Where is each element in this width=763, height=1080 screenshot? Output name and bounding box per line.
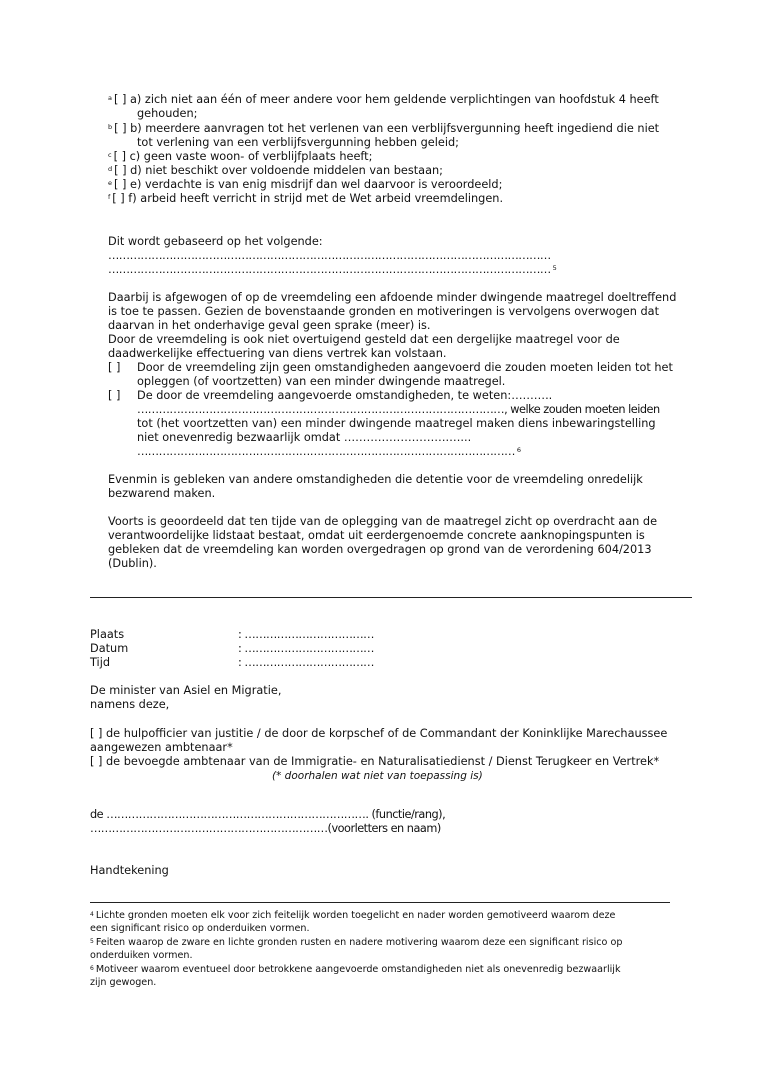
ground-b[interactable]: $^b$ [ ] b) meerdere aanvragen tot het verlenen van een verblijfsvergunning heeft ingediend die niet (108, 122, 660, 135)
signature-label: Handtekening (90, 864, 169, 877)
option-1-text: Door de vreemdeling zijn geen omstandigheden aangevoerd die zouden moeten leiden tot het (137, 361, 673, 374)
option-1-text-cont: opleggen (of voortzetten) van een minder dwingende maatregel. (137, 375, 506, 388)
footnote-5: $^5$ Feiten waarop de zware en lichte gronden rusten en nadere motivering waarom deze een significant risico op (90, 937, 623, 948)
ground-a[interactable]: $^a$ [ ] a) zich niet aan één of meer andere voor hem geldende verplichtingen van hoofdstuk 4 heeft (108, 93, 659, 106)
ground-d[interactable]: $^d$ [ ] d) niet beschikt over voldoende middelen van bestaan; (108, 164, 443, 177)
footnote-6-cont: zijn gewogen. (90, 977, 157, 988)
weighing-line-4: Door de vreemdeling is ook niet overtuigend gesteld dat een dergelijke maatregel voor de (108, 333, 620, 346)
ground-e[interactable]: $^e$ [ ] e) verdachte is van enig misdrijf dan wel daarvoor is veroordeeld; (108, 178, 503, 191)
voorts-line-3: gebleken dat de vreemdeling kan worden overgedragen op grond van de verordening 604/2013 (108, 543, 652, 556)
based-dots-1[interactable]: …………………………………………………………………………………………………………… (108, 249, 551, 262)
weighing-line-2: is toe te passen. Gezien de bovenstaande gronden en motiveringen is vervolgens overwogen dat (108, 305, 659, 318)
name-initials-field[interactable]: …………………………………………………………(voorletters en naam) (90, 822, 441, 835)
ground-f[interactable]: $^f$ [ ] f) arbeid heeft verricht in strijd met de Wet arbeid vreemdelingen. (108, 192, 504, 205)
option-2-text-5[interactable]: …………………………………………………………………………………………… $^6$ (137, 445, 521, 458)
officer-option-2[interactable]: [ ] de bevoegde ambtenaar van de Immigratie- en Naturalisatiedienst / Dienst Terugkeer en Vertrek* (90, 755, 660, 768)
field-value-tijd[interactable]: : ……………………………… (238, 656, 374, 669)
evenmin-line-2: bezwarend maken. (108, 487, 216, 500)
option-2-text-2[interactable]: …………………………………………………………………………………………, welke zouden moeten leiden (137, 403, 660, 416)
evenmin-line-1: Evenmin is gebleken van andere omstandigheden die detentie voor de vreemdeling onredelijk (108, 473, 643, 486)
footnote-ref-5: 5 (552, 264, 557, 272)
officer-option-1-cont: aangewezen ambtenaar* (90, 741, 233, 754)
field-label-datum: Datum (90, 642, 129, 655)
option-2-text-4[interactable]: niet onevenredig bezwaarlijk omdat ……………………….…... (137, 431, 472, 444)
voorts-line-1: Voorts is geoordeeld dat ten tijde van de oplegging van de maatregel zicht op overdracht aan de (108, 515, 658, 528)
based-intro: Dit wordt gebaseerd op het volgende: (108, 235, 323, 248)
footnote-6: $^6$ Motiveer waarom eventueel door betrokkene aangevoerde omstandigheden niet als onevenredig bezwaarlijk (90, 964, 621, 975)
function-rank-field[interactable]: de ………………………………………………………………. (functie/rang), (90, 808, 446, 821)
voorts-line-4: (Dublin). (108, 557, 157, 570)
namens-line: namens deze, (90, 698, 170, 711)
officer-option-1[interactable]: [ ] de hulpofficier van justitie / de door de korpschef of de Commandant der Koninklijke Marechaussee (90, 727, 668, 740)
strike-note: (* doorhalen wat niet van toepassing is) (272, 770, 483, 782)
option-1-checkbox[interactable]: [ ] (108, 361, 121, 374)
section-divider (90, 597, 692, 598)
weighing-line-3: daarvan in het onderhavige geval geen sprake (meer) is. (108, 319, 431, 332)
based-dots-2[interactable]: …………………………………………………………………………………………………………… $^5$ (108, 263, 557, 276)
footnote-5-cont: onderduiken vormen. (90, 950, 193, 961)
footnote-divider (90, 902, 670, 903)
voorts-line-2: verantwoordelijke lidstaat bestaat, omdat uit eerdergenoemde concrete aanknopingspunten is (108, 529, 645, 542)
footnote-ref-6: 6 (516, 446, 521, 454)
weighing-line-5: daadwerkelijke effectuering van diens vertrek kan volstaan. (108, 347, 447, 360)
option-2-text: De door de vreemdeling aangevoerde omstandigheden, te weten:……….. (137, 389, 553, 402)
ground-a-cont: gehouden; (137, 107, 198, 120)
field-label-tijd: Tijd (90, 656, 111, 669)
footnote-4-cont: een significant risico op onderduiken vormen. (90, 923, 310, 934)
field-value-plaats[interactable]: : ……………………………… (238, 628, 374, 641)
weighing-line-1: Daarbij is afgewogen of op de vreemdeling een afdoende minder dwingende maatregel doeltreffend (108, 291, 677, 304)
ground-b-cont: tot verlening van een verblijfsvergunning hebben geleid; (137, 136, 459, 149)
minister-line: De minister van Asiel en Migratie, (90, 684, 282, 697)
field-label-plaats: Plaats (90, 628, 125, 641)
field-value-datum[interactable]: : ……………………………… (238, 642, 374, 655)
option-2-checkbox[interactable]: [ ] (108, 389, 121, 402)
ground-c[interactable]: $^c$ [ ] c) geen vaste woon- of verblijfplaats heeft; (108, 150, 373, 163)
option-2-text-3: tot (het voortzetten van) een minder dwingende maatregel maken diens inbewaringstelling (137, 417, 656, 430)
footnote-4: $^4$ Lichte gronden moeten elk voor zich feitelijk worden toegelicht en nader worden gemotiveerd waarom deze (90, 910, 616, 921)
